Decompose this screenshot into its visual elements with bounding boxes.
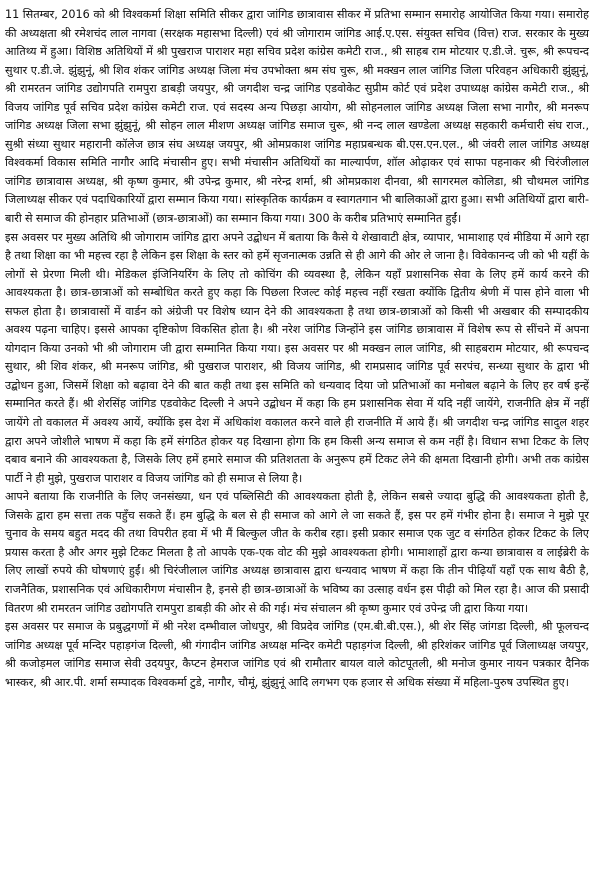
news-article bbox=[5, 6, 589, 692]
article-paragraph-event-intro: 11 सितम्बर, 2016 को श्री विश्वकर्मा शिक्षा समिति सीकर द्वारा जांगिड छात्रावास सीकर में प्रतिभा सम्मान समारोह आयोजित किया गया। समारोह की अध्यक्षता श्री रमेशचंद लाल नागवा (सरक्षक महासभा दिल्ली) एवं श्री जोगाराम जांगिड आई.ए.एस. संयुक्त सचिव (वित्त) राज. सरकार के मुख्य आतिथ्य में हुआ। विशिष्ठ अतिथियों में श्री पुखराज पाराशर महा सचिव प्रदेश कांग्रेस कमेटी राज., श्री साहब राम मोटयार ए.डी.जे. चुरू, श्री रूपचन्द सुथार ए.डी.जे. झुंझुनूं, श्री शिव शंकर जांगिड अध्यक्ष जिला मंच उपभोक्ता श्रम संघ चुरू, श्री मक्खन लाल जांगिड जिला परिवहन अधिकारी झुंझुनूं, श्री रामरतन जांगिड उद्योगपति रामपुरा डाबड़ी जयपुर, श्री जगदीश चन्द्र जांगिड एडवोकेट सुप्रीम कोर्ट एवं प्रदेश उपाध्यक्ष कांग्रेस कमेटी राज., श्री विजय जांगिड पूर्व सचिव प्रदेश कांग्रेस कमेटी राज. एवं सदस्य अन्य पिछड़ा आयोग, श्री सोहनलाल जांगिड अध्यक्ष जिला सभा नागौर, श्री मनरूप जांगिड अध्यक्ष जिला सभा झुंझुनूं, श्री सोहन लाल मीशण अध्यक्ष जांगिड समाज चुरू, श्री नन्द लाल खण्डेला अध्यक्ष सहकारी कर्मचारी संघ राज., सुश्री संध्या सुथार महारानी कॉलेज छात्र संघ अध्यक्ष जयपुर, श्री ओमप्रकाश जांगिड महाप्रबन्धक बी.एस.एन.एल., श्री जंवरी लाल जांगिड अध्यक्ष विश्वकर्मा विकास समिति नागौर आदि मंचासीन हुए। सभी मंचासीन अतिथियों का माल्यार्पण, शॉल ओढ़ाकर एवं साफा पहनाकर श्री चिरंजीलाल जांगिड छात्रावास अध्यक्ष, श्री कृष्ण कुमार, श्री उपेन्द्र कुमार, श्री नरेन्द्र शर्मा, श्री ओमप्रकाश दीनवा, श्री सागरमल कोलिडा, श्री चौथमल जांगिड जिलाध्यक्ष सीकर एवं पदाधिकारियों द्वारा सम्मान किया गया। सांस्कृतिक कार्यक्रम व स्वागतगान भी बालिकाओं द्वारा हुआ। सभी अतिथियों द्वारा बारी-बारी से समाज की होनहार प्रतिभाओं (छात्र-छात्राओं) का सम्मान किया गया। 300 के करीब प्रतिभाएं सम्मानित हुईं। bbox=[5, 8, 589, 226]
article-paragraph-attendees: इस अवसर पर समाज के प्रबुद्धगणों में श्री नरेश दम्भीवाल जोधपुर, श्री विप्रदेव जांगिड (एम.बी.बी.एस.), श्री शेर सिंह जांगडा दिल्ली, श्री फूलचन्द जांगिड अध्यक्ष पूर्व मन्दिर पहाड़गंज दिल्ली, श्री गंगादीन जांगिड अध्यक्ष मन्दिर कमेटी पहाड़गंज दिल्ली, श्री हरिशंकर जांगिड पूर्व जिलाध्यक्ष जयपुर, श्री कजोड़मल जांगिड समाज सेवी उदयपुर, कैप्टन हेमराज जांगिड एवं श्री रामौतार बायल वाले कोटपूतली, श्री मनोज कुमार नायन पत्रकार दैनिक भास्कर, श्री आर.पी. शर्मा सम्पादक विश्वकर्मा टुडे, नागौर, चौमूं, झुंझुनूं आदि लगभग एक हजार से अधिक संख्या में महिला-पुरुष उपस्थित हुए। bbox=[5, 620, 589, 689]
article-paragraph-chief-guest-speech: इस अवसर पर मुख्य अतिथि श्री जोगाराम जांगिड द्वारा अपने उद्बोधन में बताया कि कैसे ये शेखावाटी क्षेत्र, व्यापार, भामाशाह एवं मीडिया में आगे रहा है तथा शिक्षा का भी महत्त्व रहा है लेकिन इस शिक्षा के स्तर को हमें सृजनात्मक उन्नति से ही आगे की ओर ले जाना है। विवेकानन्द जी को भी यहीं के लोगों से प्रेरणा मिली थी। मेडिकल इंजिनियरिंग के लिए तो कोचिंग की व्यवस्था है, लेकिन यहाँ प्रशासनिक सेवा के लिए हमें कार्य करने की आवश्यकता है। छात्र-छात्राओं को सम्बोधित करते हुए कहा कि पिछला रिजल्ट कोई महत्त्व नहीं रखता क्योंकि द्वितीय श्रेणी में पास होने वाला भी सफल होता है। छात्रावासों में वार्डन को अंग्रेजी पर विशेष ध्यान देने की आवश्यकता है तथा छात्र-छात्राओं को किसी भी अखबार की सम्पादकीय अवश्य पढ़ना चाहिए। इससे आपका दृष्टिकोण विकसित होता है। श्री नरेश जांगिड जिन्होंने इस जांगिड छात्रावास में विशेष रूप से सींचने में अपना योगदान किया उनको भी श्री जोगाराम जी द्वारा सम्मानित किया गया। इस अवसर पर श्री मक्खन लाल जांगिड, श्री साहबराम मोटयार, श्री रूपचन्द सुथार, श्री शिव शंकर, श्री मनरूप जांगिड, श्री पुखराज पाराशर, श्री विजय जांगिड, श्री रामप्रसाद जांगिड पूर्व सरपंच, सन्ध्या सुथार के द्वारा भी उद्बोधन हुआ, जिसमें शिक्षा को बढ़ावा देने की बात कही तथा इस समिति को धन्यवाद दिया जो प्रतिभाओं का मनोबल बढ़ाने के लिए हर वर्ष इन्हें सम्मानित करते हैं। श्री शेरसिंह जांगिड एडवोकेट दिल्ली ने अपने उद्बोधन में कहा कि हम प्रशासनिक सेवा में यदि नहीं जायेंगे, राजनीति क्षेत्र में नहीं जायेंगे तो वकालत में अवश्य आयें, क्योंकि इस देश में अधिकांश वकालत करने वाले ही राजनीति में आये हैं। श्री जगदीश चन्द्र जांगिड सादुल शहर द्वारा अपने जोशीले भाषण में कहा कि हमें संगठित होकर यह दिखाना होगा कि हम किसी अन्य समाज से कम नहीं है। विधान सभा टिकट के लिए दबाव बनाने की आवश्यकता है, जिसके लिए हमें हमारे समाज की प्रतिशतता के अनुरूप हमें टिकट लेने की क्षमता दिखानी होगी। अभी तक कांग्रेस पार्टी ने ही मुझे, पुखराज पाराशर व विजय जांगिड को ही समाज से लिया है। bbox=[5, 230, 589, 485]
article-paragraph-politics-and-thanks: आपने बताया कि राजनीति के लिए जनसंख्या, धन एवं पब्लिसिटी की आवश्यकता होती है, लेकिन सबसे ज्यादा बुद्धि की आवश्यकता होती है, जिसके द्वारा हम सत्ता तक पहुँच सकते हैं। हम बुद्धि के बल से ही समाज को आगे ले जा सकते हैं, इस पर हमें गंभीर होना है। समाज ने मुझे पूर चुनाव के समय बहुत मदद की तथा विपरीत हवा में भी मैं बिल्कुल जीत के करीब रहा। इसी प्रकार समाज एक जुट व संगठित होकर टिकट के लिए प्रयास करता है और अगर मुझे टिकट मिलता है तो आपके एक-एक वोट की मुझे आवश्यकता होगी। भामाशाहों द्वारा कन्या छात्रावास व लाईब्रेरी के लिए लाखों रुपये की घोषणाएं हुईं। श्री चिरंजीलाल जांगिड अध्यक्ष छात्रावास द्वारा धन्यवाद भाषण में कहा कि तीन पीढ़ियाँ यहाँ एक साथ बैठी है, राजनैतिक, प्रशासनिक एवं अधिकारीगण मंचासीन है, इनसे ही छात्र-छात्राओं के भविष्य का उत्साह वर्धन इस पीढ़ी को मिल रहा है। आज की प्रसादी वितरण श्री रामरतन जांगिड उद्योगपति रामपुरा डाबड़ी की ओर से की गई। मंच संचालन श्री कृष्ण कुमार एवं उपेन्द्र जी द्वारा किया गया। bbox=[5, 490, 589, 615]
